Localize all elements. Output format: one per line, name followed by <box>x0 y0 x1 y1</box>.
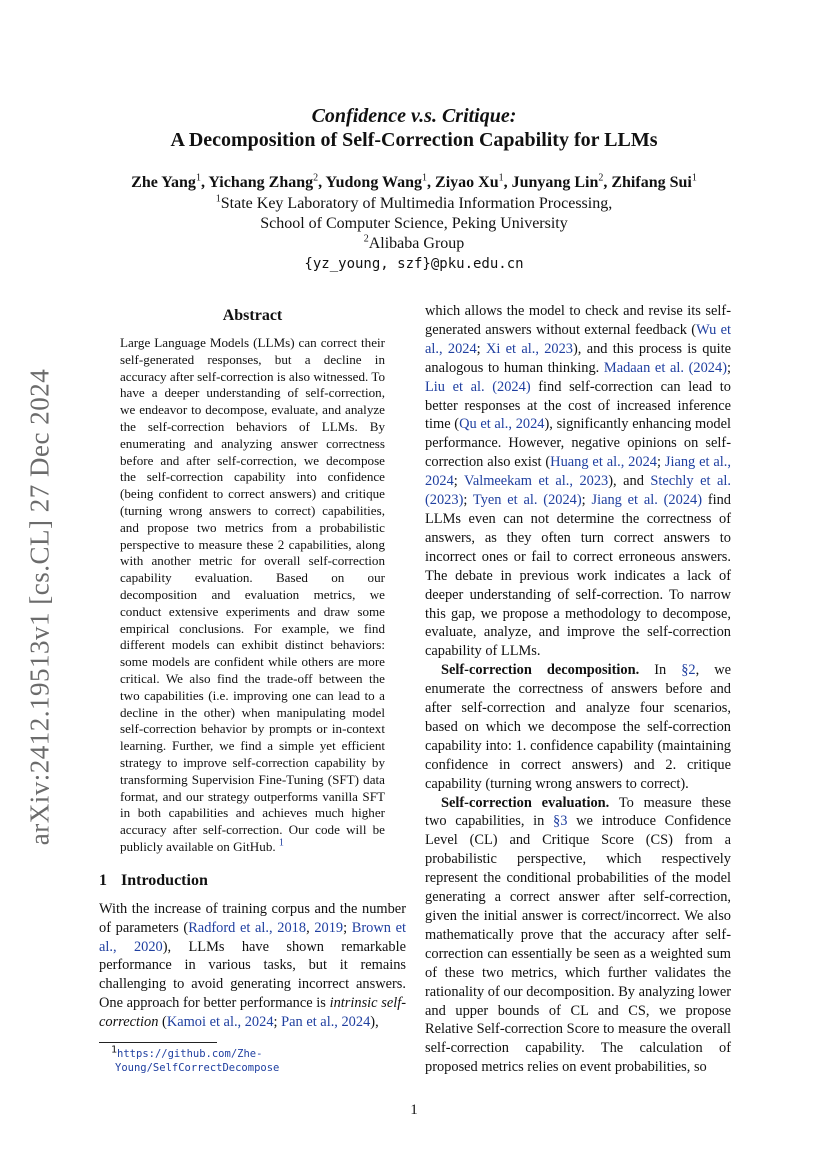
paragraph-text: which allows the model to check and revise its self-generated answers without external feedback ( <box>425 303 731 338</box>
author-list <box>0 172 828 194</box>
paragraph-run-in-heading: Self-correction evaluation. <box>441 794 610 811</box>
author-name: Yichang Zhang <box>208 174 314 191</box>
paragraph-text: ; <box>476 340 486 357</box>
citation-link[interactable]: Madaan et al. (2024) <box>603 359 727 376</box>
page-number: 1 <box>410 1102 418 1118</box>
paragraph-text: ; <box>463 492 473 509</box>
paragraph-text: ), significantly enhancing model performance. However, negative opinions on self-correction also exist ( <box>425 416 731 471</box>
paragraph-text: ), and <box>608 473 651 490</box>
author-separator: , <box>503 174 512 191</box>
paragraph-text: In <box>639 662 682 679</box>
author-name: Junyang Lin <box>511 174 599 191</box>
author-separator: , <box>603 174 612 191</box>
affiliation-1-line-1: State Key Laboratory of Multimedia Information Processing, <box>220 195 613 212</box>
author-name: Zhifang Sui <box>611 174 692 191</box>
paragraph-text: ; <box>581 492 592 509</box>
author-affiliation-mark: 1 <box>498 172 504 184</box>
citation-link[interactable]: Radford et al., 2018 <box>188 919 307 936</box>
introduction-paragraph-1 <box>99 900 406 1032</box>
section-title: Introduction <box>121 871 208 889</box>
intro-text: , <box>306 919 315 936</box>
affiliation-1 <box>0 194 828 214</box>
right-paragraph-3 <box>425 794 731 1078</box>
paragraph-text: , we enumerate the correctness of answers before and after self-correction and analyze four scenarios, based on which we decompose the self-correction capability into: 1. confidence capability (maintaining confidence in correct answers) and 2. critique capability (turning wrong answers to correct). <box>425 662 731 792</box>
author-name: Ziyao Xu <box>435 174 499 191</box>
author-name: Zhe Yang <box>131 174 196 191</box>
citation-link[interactable]: Brown et al., 2020 <box>99 919 406 955</box>
author-separator: , <box>427 174 436 191</box>
right-paragraph-1 <box>425 302 731 661</box>
citation-link[interactable]: Stechly et al. (2023) <box>425 473 731 509</box>
citation-link[interactable]: §3 <box>553 813 568 830</box>
citation-link[interactable]: Xi et al., 2023 <box>485 340 573 357</box>
arxiv-sidebar-stamp <box>22 362 58 852</box>
footnote-rule <box>99 1042 217 1043</box>
paragraph-text: we introduce Confidence Level (CL) and Critique Score (CS) from a probabilistic perspective, which respectively represent the conditional probabilities of the model generating a correct answer after self-correction, given the initial answer is correct/incorrect. We also mathematically prove that the accuracy after self-correction can essentially be seen as a weighted sum of these two metrics, which further validates the rationality of our decomposition. By analyzing lower and upper bounds of CL and CS, we propose Relative Self-correction Score to measure the overall self-correction capability. The calculation of proposed metrics relies on event probabilities, so <box>425 813 731 1076</box>
abstract-body: Large Language Models (LLMs) can correct their self-generated responses, but a decline in accuracy after self-correction is also witnessed. To have a deeper understanding of self-correction, we endeavor to decompose, evaluate, and analyze the self-correction behaviors of LLMs. By enumerating and analyzing answer correctness before and after self-correction, we decompose the self-correction capability into confidence (being confident to correct answers) and critique (turning wrong answers to correct) capabilities, and propose two metrics from a probabilistic perspective to measure these 2 capabilities, along with another metric for overall self-correction capability evaluation. Based on our decomposition and evaluation metrics, we conduct extensive experiments and draw some empirical conclusions. For example, we find different models can exhibit distinct behaviors: some models are confident while others are more critical. We also find the trade-off between the two capabilities (i.e. improving one can lead to a decline in the other) when manipulating model self-correction behavior by prompts or in-context learning. Further, we find a simple yet efficient strategy to improve self-correction capability by transforming Supervision Fine-Tuning (SFT) data format, and our strategy outperforms vanilla SFT in both capabilities and achieves much higher accuracy after self-correction. Our code will be publicly available on GitHub. <box>120 335 385 854</box>
intro-text: With the increase of training corpus and the number of parameters ( <box>99 900 406 936</box>
intro-italic-term: intrinsic self-correction <box>99 995 406 1031</box>
author-affiliation-mark: 2 <box>313 172 319 184</box>
title-block <box>0 104 828 274</box>
paragraph-run-in-heading: Self-correction decomposition. <box>441 662 640 679</box>
paragraph-text: ; <box>656 454 665 471</box>
intro-text: ; <box>273 1014 282 1031</box>
left-column <box>99 305 406 1075</box>
author-affiliation-mark: 1 <box>422 172 428 184</box>
citation-link[interactable]: Kamoi et al., 2024 <box>166 1014 274 1031</box>
author-affiliation-mark: 2 <box>598 172 604 184</box>
footnote-mark: 1 <box>111 1044 118 1056</box>
author-affiliation-mark: 1 <box>691 172 697 184</box>
paper-title-line-2: A Decomposition of Self-Correction Capability for LLMs <box>170 129 658 151</box>
paragraph-text: ; <box>727 359 731 376</box>
paragraph-text: ; <box>453 473 465 490</box>
right-paragraph-2 <box>425 661 731 793</box>
citation-link[interactable]: Wu et al., 2024 <box>425 321 731 357</box>
affiliation-2-mark: 2 <box>363 233 369 245</box>
affiliation-1-mark: 1 <box>215 193 221 205</box>
citation-link[interactable]: Tyen et al. (2024) <box>472 492 582 509</box>
affiliation-1-line-2: School of Computer Science, Peking University <box>260 215 568 232</box>
citation-link[interactable]: Liu et al. (2024) <box>425 378 531 395</box>
paragraph-text: ), and this process is quite analogous to human thinking. <box>425 340 731 376</box>
right-column <box>425 302 731 1077</box>
paragraph-text: find self-correction can lead to better responses at the cost of increased inference time ( <box>425 378 731 433</box>
paragraph-text: To measure these two capabilities, in <box>425 794 732 830</box>
citation-link[interactable]: §2 <box>681 662 696 679</box>
section-heading-introduction <box>99 870 406 892</box>
citation-link[interactable]: Valmeekam et al., 2023 <box>464 473 609 490</box>
abstract-heading: Abstract <box>222 307 283 324</box>
citation-link[interactable]: 2019 <box>314 919 344 936</box>
intro-text: ; <box>343 919 352 936</box>
author-separator: , <box>200 174 209 191</box>
intro-text: ( <box>158 1014 167 1031</box>
affiliation-2-line-1: Alibaba Group <box>368 235 465 252</box>
abstract-text <box>99 335 406 856</box>
paragraph-text: find LLMs even can not determine the correctness of answers, as they often turn correct answers to incorrect ones or fail to correct erroneous answers. The debate in previous work indicates a lack of deeper understanding of self-correction. To narrow this gap, we propose a methodology to decompose, evaluate, analyze, and improve the self-correction capability of LLMs. <box>425 492 732 660</box>
author-name: Yudong Wang <box>325 174 423 191</box>
citation-link[interactable]: Qu et al., 2024 <box>459 416 545 433</box>
intro-text: ), <box>370 1014 379 1031</box>
citation-link[interactable]: Huang et al., 2024 <box>550 454 657 471</box>
footnote-1 <box>99 1044 406 1075</box>
abstract-footnote-mark[interactable]: 1 <box>278 837 284 849</box>
author-affiliation-mark: 1 <box>195 172 201 184</box>
footnote-url-link[interactable]: https://github.com/Zhe-Young/SelfCorrectDecompose <box>115 1048 280 1075</box>
author-email: {yz_young, szf}@pku.edu.cn <box>304 256 524 272</box>
author-separator: , <box>318 174 326 191</box>
affiliation-2 <box>0 234 828 254</box>
paper-title-line-1: Confidence v.s. Critique: <box>311 105 517 127</box>
section-number: 1 <box>99 871 107 889</box>
intro-text: ), LLMs have shown remarkable performance in various tasks, but it remains challenging to avoid generating incorrect answers. One approach for better performance is <box>99 938 407 1012</box>
citation-link[interactable]: Pan et al., 2024 <box>281 1014 371 1031</box>
arxiv-identifier: arXiv:2412.19513v1 [cs.CL] 27 Dec 2024 <box>24 368 55 846</box>
citation-link[interactable]: Jiang et al., 2024 <box>425 454 732 490</box>
citation-link[interactable]: Jiang et al. (2024) <box>591 492 703 509</box>
